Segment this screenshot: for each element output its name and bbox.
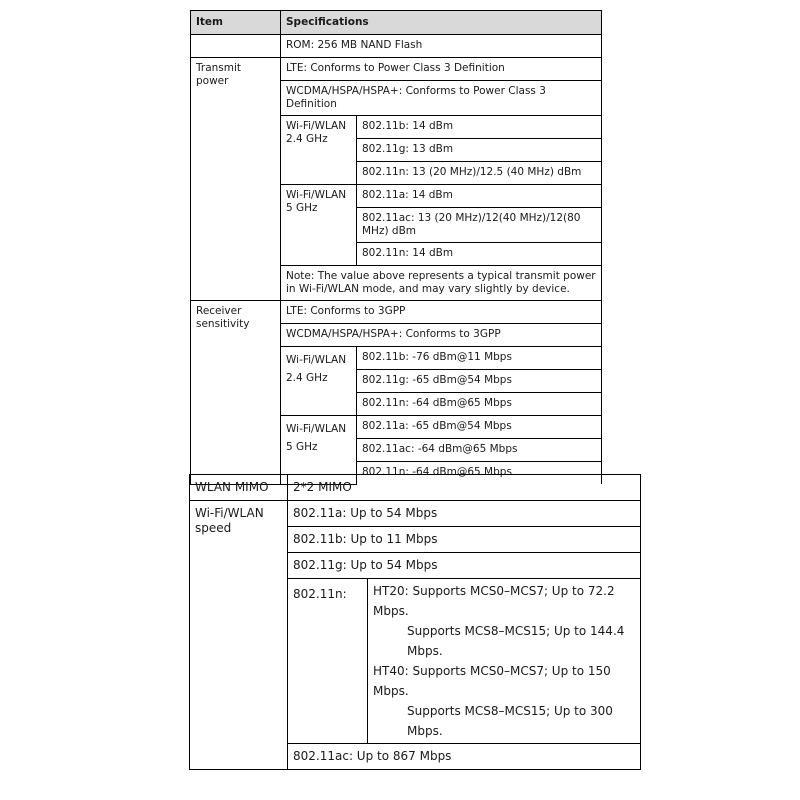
tx-wifi24-label: Wi-Fi/WLAN 2.4 GHz [281, 116, 357, 185]
tx-wcdma-cell: WCDMA/HSPA/HSPA+: Conforms to Power Class 3 Definition [281, 81, 602, 116]
tx-wifi5-a: 802.11a: 14 dBm [357, 185, 602, 208]
tx-wifi24-n: 802.11n: 13 (20 MHz)/12.5 (40 MHz) dBm [357, 162, 602, 185]
rx-wifi5-a: 802.11a: -65 dBm@54 Mbps [357, 416, 602, 439]
wlan-table [189, 474, 640, 770]
rx-wifi5-label: Wi-Fi/WLAN 5 GHz [281, 416, 357, 485]
specifications-table [190, 10, 601, 485]
tx-wifi5-n: 802.11n: 14 dBm [357, 243, 602, 266]
speed-ac: 802.11ac: Up to 867 Mbps [288, 744, 641, 770]
rx-wifi5-n: 802.11n: -64 dBm@65 Mbps [357, 462, 602, 485]
ht20-line-1: HT20: Supports MCS0–MCS7; Up to 72.2 Mbps. [373, 584, 615, 618]
speed-n-details [368, 579, 641, 744]
header-item: Item [191, 11, 281, 35]
wlan-mimo-label: WLAN MIMO [190, 475, 288, 501]
rom-cell: ROM: 256 MB NAND Flash [281, 35, 602, 58]
ht20-line-2: Supports MCS8–MCS15; Up to 144.4 Mbps. [407, 624, 625, 658]
rx-wifi24-n: 802.11n: -64 dBm@65 Mbps [357, 393, 602, 416]
speed-a: 802.11a: Up to 54 Mbps [288, 501, 641, 527]
rx-wcdma-cell: WCDMA/HSPA/HSPA+: Conforms to 3GPP [281, 324, 602, 347]
table-header-row [191, 11, 602, 35]
tx-wifi24-g: 802.11g: 13 dBm [357, 139, 602, 162]
tx-note-cell: Note: The value above represents a typical transmit power in Wi-Fi/WLAN mode, and may vary slightly by device. [281, 266, 602, 301]
rx-wifi24-label: Wi-Fi/WLAN 2.4 GHz [281, 347, 357, 416]
tx-wifi24-b: 802.11b: 14 dBm [357, 116, 602, 139]
speed-n-label: 802.11n: [288, 579, 368, 744]
wlan-mimo-value: 2*2 MIMO [288, 475, 641, 501]
ht40-line-1: HT40: Supports MCS0–MCS7; Up to 150 Mbps. [373, 664, 611, 698]
header-specifications: Specifications [281, 11, 602, 35]
table-row [190, 501, 641, 527]
table-row [191, 58, 602, 81]
rx-wifi24-b: 802.11b: -76 dBm@11 Mbps [357, 347, 602, 370]
rx-wifi5-ac: 802.11ac: -64 dBm@65 Mbps [357, 439, 602, 462]
speed-b: 802.11b: Up to 11 Mbps [288, 527, 641, 553]
rx-wifi24-g: 802.11g: -65 dBm@54 Mbps [357, 370, 602, 393]
ht40-line-2: Supports MCS8–MCS15; Up to 300 Mbps. [407, 704, 613, 738]
tx-lte-cell: LTE: Conforms to Power Class 3 Definition [281, 58, 602, 81]
table-row [191, 301, 602, 324]
empty-item-cell [191, 35, 281, 58]
table-row [191, 35, 602, 58]
receiver-sensitivity-label: Receiver sensitivity [191, 301, 281, 485]
transmit-power-label: Transmit power [191, 58, 281, 301]
speed-g: 802.11g: Up to 54 Mbps [288, 553, 641, 579]
rx-lte-cell: LTE: Conforms to 3GPP [281, 301, 602, 324]
tx-wifi5-label: Wi-Fi/WLAN 5 GHz [281, 185, 357, 266]
table-row [190, 475, 641, 501]
tx-wifi5-ac: 802.11ac: 13 (20 MHz)/12(40 MHz)/12(80 MHz) dBm [357, 208, 602, 243]
wifi-speed-label: Wi-Fi/WLAN speed [190, 501, 288, 770]
